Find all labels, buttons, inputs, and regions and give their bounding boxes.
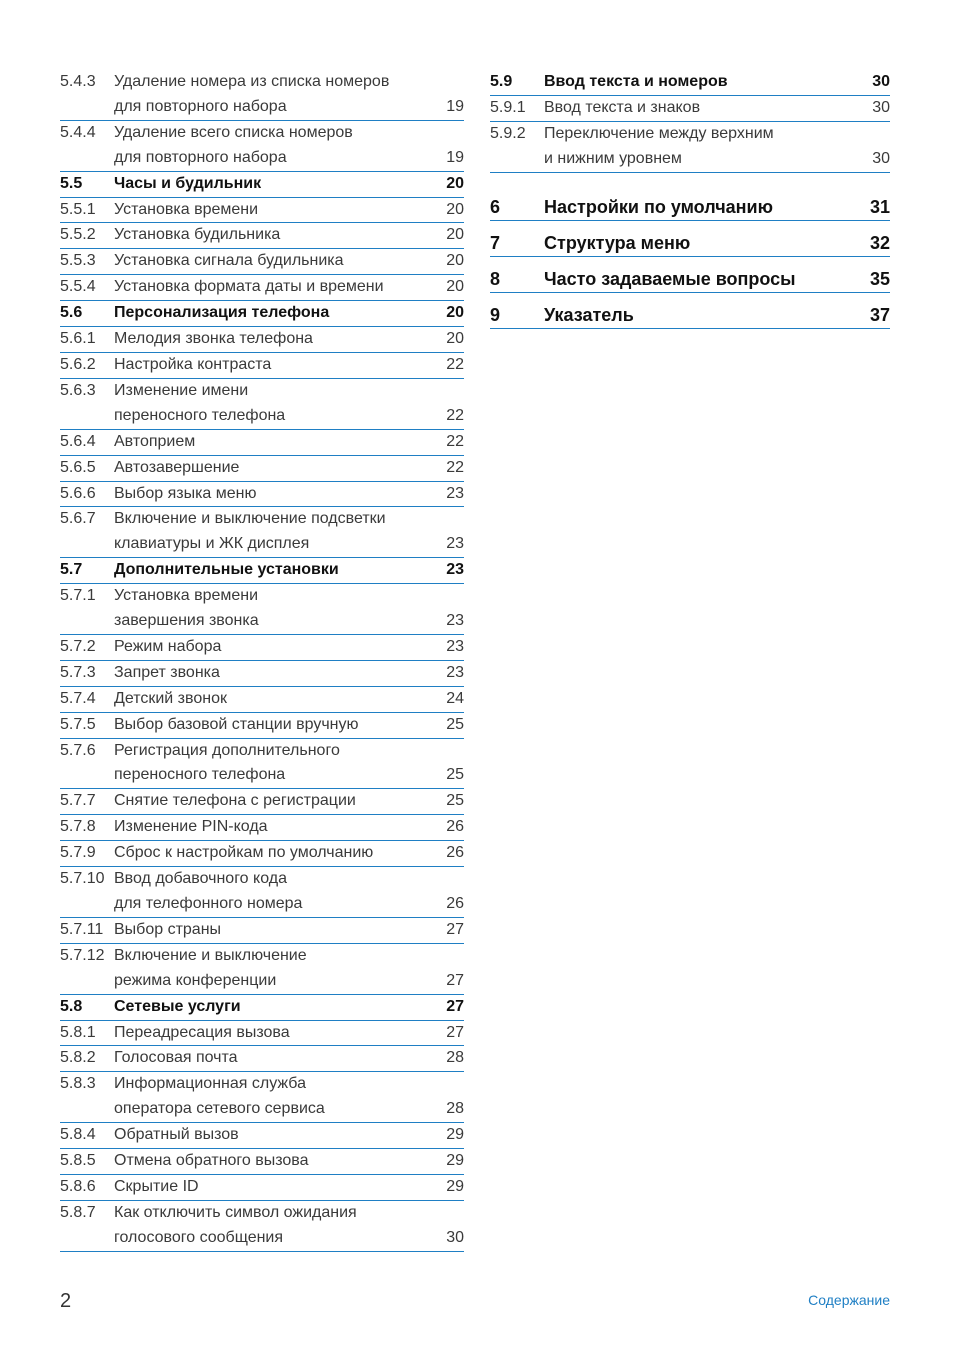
- toc-entry-title: [114, 1201, 424, 1251]
- toc-entry-page: 22: [446, 432, 464, 450]
- toc-entry-title-line: Персонализация телефона: [114, 304, 330, 322]
- toc-entry-number: 5.5.1: [60, 200, 96, 218]
- toc-entry-page: 22: [446, 406, 464, 424]
- toc-entry-title: [114, 789, 424, 814]
- toc-entry-number: 7: [490, 232, 501, 253]
- toc-entry-title: [114, 456, 424, 481]
- toc-entry-title: [114, 507, 424, 557]
- toc-entry-page: 29: [446, 1126, 464, 1144]
- toc-entry-title: [114, 482, 424, 507]
- toc-entry-page: 32: [869, 232, 890, 253]
- toc-entry[interactable]: [60, 789, 464, 815]
- toc-entry-number: 5.9.1: [490, 98, 526, 116]
- toc-entry-number: 5.5.3: [60, 252, 96, 270]
- toc-entry-number: 5.9.2: [490, 124, 526, 142]
- toc-entry-page: 20: [446, 304, 464, 322]
- toc-entry-number: 5.6.5: [60, 458, 96, 476]
- page-number: 2: [60, 1290, 72, 1312]
- toc-entry-title: [544, 122, 850, 172]
- toc-entry[interactable]: [60, 584, 464, 635]
- toc-entry-title-line: Структура меню: [544, 232, 691, 253]
- toc-entry[interactable]: [60, 815, 464, 841]
- toc-entry-page: 29: [446, 1177, 464, 1195]
- footer-section-label: Содержание: [808, 1292, 890, 1308]
- toc-entry[interactable]: [490, 293, 890, 329]
- toc-entry-page: 20: [446, 174, 464, 192]
- toc-entry-title-line: Установка времени: [114, 200, 259, 218]
- toc-entry-title-line: Обратный вызов: [114, 1126, 239, 1144]
- toc-entry[interactable]: [490, 122, 890, 173]
- toc-entry-title-line: Установка сигнала будильника: [114, 252, 344, 270]
- toc-entry-page: 25: [446, 715, 464, 733]
- toc-entry-title: [114, 558, 424, 583]
- toc-entry-page: 23: [446, 535, 464, 553]
- toc-entry-title-line: Ввод текста и номеров: [544, 73, 728, 90]
- toc-entry-page: 30: [872, 149, 890, 167]
- toc-entry-number: 5.6.4: [60, 432, 96, 450]
- toc-entry-number: 9: [490, 304, 501, 325]
- toc-entry-title-line: Ввод добавочного кода: [114, 870, 287, 888]
- toc-entry-title: [114, 944, 424, 994]
- toc-entry-title-line: Удаление номера из списка номеров: [114, 73, 390, 90]
- toc-entry-title: [114, 867, 424, 917]
- toc-entry-title: [114, 430, 424, 455]
- toc-entry-title: [114, 1046, 424, 1071]
- toc-entry-title-line: Указатель: [544, 304, 634, 325]
- toc-entry-title: [114, 635, 424, 660]
- toc-entry-title-line: и нижним уровнем: [544, 149, 682, 167]
- toc-entry-title-line: клавиатуры и ЖК дисплея: [114, 535, 310, 553]
- toc-entry-page: 19: [446, 148, 464, 166]
- toc-entry[interactable]: [60, 635, 464, 661]
- toc-entry-title-line: завершения звонка: [114, 612, 259, 630]
- toc-entry-number: 5.8.7: [60, 1203, 96, 1221]
- toc-entry-title: [114, 584, 424, 634]
- toc-entry[interactable]: [60, 353, 464, 379]
- toc-entry-title: [114, 353, 424, 378]
- toc-entry-number: 5.7: [60, 561, 83, 579]
- toc-entry-number: 5.7.4: [60, 689, 96, 707]
- toc-entry[interactable]: [60, 507, 464, 558]
- toc-entry-title-line: Переадресация вызова: [114, 1023, 290, 1041]
- toc-entry-number: 5.7.11: [60, 920, 104, 938]
- toc-entry-page: 26: [446, 818, 464, 836]
- toc-entry-page: 22: [446, 355, 464, 373]
- toc-entry[interactable]: [60, 70, 464, 121]
- toc-entry-title: [544, 303, 850, 328]
- toc-entry[interactable]: [60, 1123, 464, 1149]
- toc-entry[interactable]: [490, 70, 890, 96]
- toc-entry-title: [114, 1021, 424, 1046]
- toc-entry-title-line: Настройки по умолчанию: [544, 196, 773, 217]
- toc-entry-title: [114, 1123, 424, 1148]
- toc-entry[interactable]: [60, 944, 464, 995]
- toc-entry-title: [114, 70, 424, 120]
- toc-entry[interactable]: [60, 918, 464, 944]
- toc-entry-page: 29: [446, 1152, 464, 1170]
- toc-entry-title-line: Включение и выключение подсветки: [114, 510, 386, 528]
- toc-entry-title: [114, 121, 424, 171]
- toc-entry-title: [544, 231, 850, 256]
- toc-entry-title-line: Изменение PIN-кода: [114, 818, 268, 836]
- toc-entry-title-line: для повторного набора: [114, 148, 287, 166]
- toc-entry-title: [114, 739, 424, 789]
- toc-entry-title-line: Дополнительные установки: [114, 561, 339, 579]
- toc-entry-title: [114, 661, 424, 686]
- toc-entry-number: 5.7.12: [60, 946, 105, 964]
- toc-entry-title-line: Мелодия звонка телефона: [114, 330, 313, 348]
- toc-entry-page: 23: [446, 663, 464, 681]
- toc-entry-title: [114, 1072, 424, 1122]
- toc-entry-page: 28: [446, 1049, 464, 1067]
- toc-entry-page: 37: [869, 304, 890, 325]
- toc-entry-title-line: Автоприем: [114, 432, 196, 450]
- toc-entry-title-line: Установка формата даты и времени: [114, 278, 384, 296]
- toc-entry-page: 23: [446, 612, 464, 630]
- toc-entry[interactable]: [60, 482, 464, 508]
- toc-entry-number: 5.5.2: [60, 226, 96, 244]
- toc-entry-title-line: Скрытие ID: [114, 1177, 199, 1195]
- toc-entry-title: [114, 815, 424, 840]
- toc-entry[interactable]: [60, 198, 464, 224]
- toc-entry-number: 5.7.1: [60, 587, 96, 605]
- toc-entry-page: 27: [446, 997, 464, 1015]
- toc-entry[interactable]: [60, 739, 464, 790]
- toc-entry-title: [544, 267, 850, 292]
- toc-entry-number: 5.6.3: [60, 381, 96, 399]
- toc-entry-title-line: Сетевые услуги: [114, 997, 241, 1015]
- toc-entry-title-line: Выбор языка меню: [114, 484, 257, 502]
- toc-entry-title-line: Настройка контраста: [114, 355, 272, 373]
- toc-entry-title-line: Как отключить символ ожидания: [114, 1203, 357, 1221]
- toc-entry-title-line: для повторного набора: [114, 97, 287, 115]
- toc-entry-number: 6: [490, 196, 501, 217]
- toc-entry-number: 5.7.2: [60, 637, 96, 655]
- toc-entry-number: 5.4.3: [60, 73, 96, 90]
- toc-entry-page: 19: [446, 97, 464, 115]
- toc-entry[interactable]: [60, 1149, 464, 1175]
- toc-entry-title: [114, 687, 424, 712]
- toc-entry-title: [114, 223, 424, 248]
- toc-entry[interactable]: [60, 1021, 464, 1047]
- toc-entry-page: 23: [446, 484, 464, 502]
- toc-entry-number: 5.7.6: [60, 741, 96, 759]
- toc-entry-title-line: Детский звонок: [114, 689, 227, 707]
- toc-entry[interactable]: [490, 185, 890, 221]
- toc-entry[interactable]: [60, 275, 464, 301]
- toc-entry-title: [114, 1175, 424, 1200]
- toc-entry[interactable]: [60, 841, 464, 867]
- toc-entry-title-line: Ввод текста и знаков: [544, 98, 701, 116]
- toc-entry-title: [114, 327, 424, 352]
- toc-entry[interactable]: [60, 1072, 464, 1123]
- toc-entry-title-line: Удаление всего списка номеров: [114, 123, 353, 141]
- toc-entry[interactable]: [490, 96, 890, 122]
- toc-entry[interactable]: [60, 223, 464, 249]
- toc-entry-title: [114, 301, 424, 326]
- toc-entry-title-line: Режим набора: [114, 637, 222, 655]
- toc-entry-page: 28: [446, 1100, 464, 1118]
- toc-entry-number: 5.7.7: [60, 792, 96, 810]
- toc-entry-page: 20: [446, 252, 464, 270]
- toc-entry[interactable]: [60, 430, 464, 456]
- toc-entry-number: 5.8.6: [60, 1177, 96, 1195]
- toc-entry-title-line: Информационная служба: [114, 1075, 306, 1093]
- toc-entry[interactable]: [60, 867, 464, 918]
- toc-entry-title-line: Сброс к настройкам по умолчанию: [114, 844, 374, 862]
- toc-entry-title-line: Голосовая почта: [114, 1049, 238, 1067]
- toc-entry-page: 31: [869, 196, 890, 217]
- toc-entry-page: 26: [446, 844, 464, 862]
- toc-entry-title: [114, 713, 424, 738]
- toc-entry-title-line: Часы и будильник: [114, 174, 262, 192]
- toc-entry[interactable]: [60, 327, 464, 353]
- toc-entry-title-line: Запрет звонка: [114, 663, 220, 681]
- toc-entry-number: 5.7.10: [60, 870, 105, 888]
- toc-entry-number: 5.5: [60, 174, 83, 192]
- toc-entry[interactable]: [60, 713, 464, 739]
- toc-entry-number: 5.7.5: [60, 715, 96, 733]
- toc-entry-number: 5.7.8: [60, 818, 96, 836]
- toc-entry-page: 23: [446, 561, 464, 579]
- toc-left-column: [60, 70, 464, 1252]
- toc-entry-title-line: Автозавершение: [114, 458, 240, 476]
- toc-right-column: [490, 70, 890, 329]
- toc-entry-title-line: Выбор базовой станции вручную: [114, 715, 359, 733]
- toc-entry-page: 30: [446, 1228, 464, 1246]
- toc-entry-page: 30: [872, 73, 890, 90]
- toc-entry-number: 5.9: [490, 73, 513, 90]
- toc-entry[interactable]: [60, 249, 464, 275]
- toc-entry-page: 35: [869, 268, 890, 289]
- toc-entry-number: 5.6.7: [60, 510, 96, 528]
- toc-entry-title: [114, 841, 424, 866]
- toc-entry-page: 22: [446, 458, 464, 476]
- toc-entry[interactable]: [60, 661, 464, 687]
- toc-entry-page: 27: [446, 1023, 464, 1041]
- toc-entry-page: 27: [446, 920, 464, 938]
- toc-entry-number: 5.6.1: [60, 330, 96, 348]
- toc-entry-number: 8: [490, 268, 501, 289]
- toc-entry-number: 5.6.6: [60, 484, 96, 502]
- toc-entry[interactable]: [60, 558, 464, 584]
- toc-entry-number: 5.8.1: [60, 1023, 96, 1041]
- toc-entry-title: [114, 918, 424, 943]
- toc-entry-title-line: Включение и выключение: [114, 946, 307, 964]
- toc-entry[interactable]: [490, 257, 890, 293]
- toc-entry-page: 20: [446, 330, 464, 348]
- toc-entry-page: 24: [446, 689, 464, 707]
- toc-entry-title: [114, 198, 424, 223]
- toc-entry-title-line: Выбор страны: [114, 920, 222, 938]
- toc-entry-number: 5.6: [60, 304, 83, 322]
- toc-entry[interactable]: [60, 172, 464, 198]
- toc-entry-title-line: Отмена обратного вызова: [114, 1152, 309, 1170]
- toc-entry-page: 25: [446, 766, 464, 784]
- toc-entry-page: 30: [872, 98, 890, 116]
- toc-entry-title: [114, 379, 424, 429]
- toc-entry-title-line: переносного телефона: [114, 406, 286, 424]
- toc-entry-number: 5.4.4: [60, 123, 96, 141]
- toc-entry-title-line: Переключение между верхним: [544, 124, 774, 142]
- toc-entry-number: 5.8.3: [60, 1075, 96, 1093]
- toc-entry-title-line: переносного телефона: [114, 766, 286, 784]
- toc-entry-title-line: оператора сетевого сервиса: [114, 1100, 325, 1118]
- toc-entry-title-line: режима конференции: [114, 971, 277, 989]
- toc-entry-title: [544, 195, 850, 220]
- toc-entry[interactable]: [60, 1046, 464, 1072]
- toc-entry-title: [544, 96, 850, 121]
- toc-entry-title: [114, 249, 424, 274]
- toc-entry[interactable]: [60, 1175, 464, 1201]
- toc-entry-number: 5.8: [60, 997, 83, 1015]
- toc-entry-page: 20: [446, 278, 464, 296]
- toc-entry-page: 23: [446, 637, 464, 655]
- toc-entry-page: 20: [446, 226, 464, 244]
- toc-entry-title: [114, 995, 424, 1020]
- toc-entry[interactable]: [490, 221, 890, 257]
- toc-entry[interactable]: [60, 995, 464, 1021]
- toc-entry[interactable]: [60, 1201, 464, 1252]
- toc-entry-title-line: Установка времени: [114, 587, 259, 605]
- toc-entry-title-line: Установка будильника: [114, 226, 281, 244]
- toc-entry-number: 5.8.4: [60, 1126, 96, 1144]
- toc-entry-title-line: для телефонного номера: [114, 895, 303, 912]
- toc-entry-page: 20: [446, 200, 464, 218]
- toc-entry-title: [114, 275, 424, 300]
- toc-entry-title-line: Часто задаваемые вопросы: [544, 268, 796, 289]
- toc-entry-number: 5.5.4: [60, 278, 96, 296]
- toc-entry[interactable]: [60, 301, 464, 327]
- toc-entry-number: 5.8.5: [60, 1152, 96, 1170]
- toc-entry-number: 5.6.2: [60, 355, 96, 373]
- toc-entry-number: 5.7.3: [60, 663, 96, 681]
- toc-entry-title: [114, 1149, 424, 1174]
- toc-entry-title-line: Регистрация дополнительного: [114, 741, 340, 759]
- toc-entry[interactable]: [60, 121, 464, 172]
- toc-entry[interactable]: [60, 379, 464, 430]
- toc-entry-number: 5.7.9: [60, 844, 96, 862]
- toc-entry-title-line: Изменение имени: [114, 381, 249, 399]
- toc-entry-number: 5.8.2: [60, 1049, 96, 1067]
- toc-entry-page: 27: [446, 971, 464, 989]
- toc-entry-title-line: голосового сообщения: [114, 1228, 284, 1246]
- toc-entry-title: [544, 70, 850, 95]
- toc-entry[interactable]: [60, 456, 464, 482]
- toc-entry[interactable]: [60, 687, 464, 713]
- toc-entry-page: 25: [446, 792, 464, 810]
- toc-entry-title: [114, 172, 424, 197]
- toc-entry-page: 26: [446, 895, 464, 912]
- toc-entry-title-line: Снятие телефона с регистрации: [114, 792, 356, 810]
